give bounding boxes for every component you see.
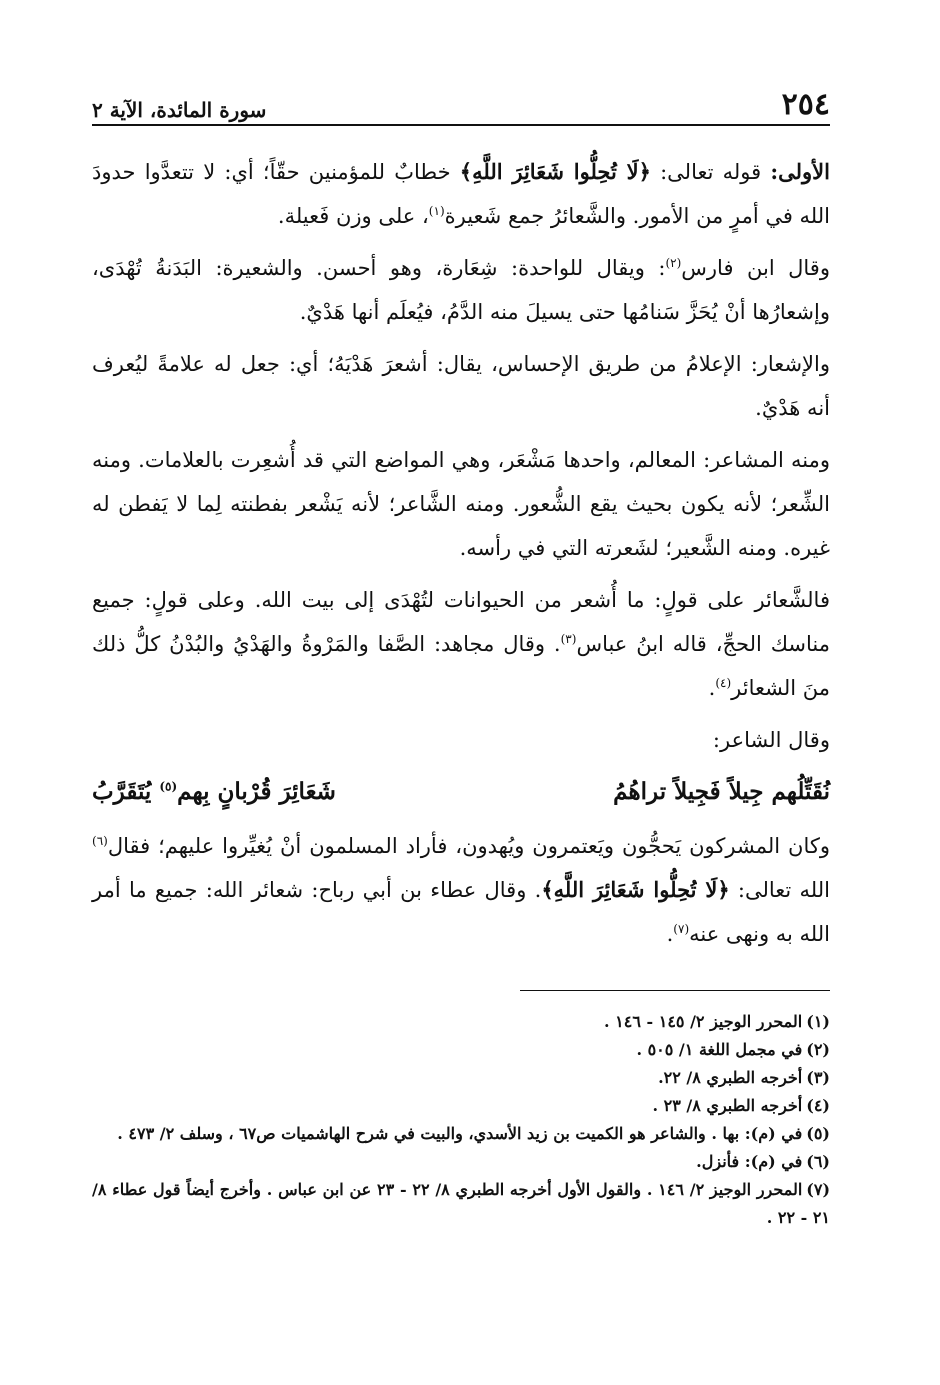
paragraph <box>92 824 830 956</box>
footnote-number: (٢) <box>806 1040 830 1059</box>
text-run: وكان المشركون يَحجُّون ويَعتمرون ويُهدون، فأراد المسلمون أنْ يُغيِّروا عليهم؛ فقال <box>107 834 830 858</box>
poem-hemistich-second-end: يُتَقَرَّبُ <box>92 778 160 805</box>
paragraph <box>92 438 830 570</box>
footnote-text: في (م): بها . والشاعر هو الكميت بن زيد الأسدي، والبيت في شرح الهاشميات ص٦٧ ، وسلف ٢/ ٤٧٣ . <box>117 1124 803 1143</box>
header-rule <box>92 124 830 126</box>
footnote-ref[interactable]: (٦) <box>92 834 108 848</box>
footnote <box>92 1064 830 1092</box>
paragraph <box>92 150 830 238</box>
footnote-ref[interactable]: (١) <box>428 204 445 218</box>
paragraph-lead: الأولى: <box>770 159 830 184</box>
text-run: . وقال مجاهد: الصَّفا والمَرْوةُ والهَدْيُ والبُدْنُ كلُّ ذلك منَ الشعائر <box>92 632 830 700</box>
footnote-number: (٣) <box>806 1068 830 1087</box>
footnote-ref[interactable]: (٣) <box>560 632 577 646</box>
footnote-text: في (م): فأنزل. <box>696 1152 803 1171</box>
footnote-ref[interactable]: (٥) <box>159 779 178 794</box>
footnote-text: المحرر الوجيز ٢/ ١٤٦ . والقول الأول أخرجه الطبري ٨/ ٢٢ - ٢٣ عن ابن عباس . وأخرج أيضاً قول عطاء ٨/ ٢١ - ٢٢ . <box>92 1180 830 1227</box>
poem-hemistich-first: نُقَتِّلُهم جِيلاً فَجِيلاً تراهُمُ <box>613 778 830 805</box>
footnote-text: المحرر الوجيز ٢/ ١٤٥ - ١٤٦ . <box>604 1012 803 1031</box>
page-number: ٢٥٤ <box>781 87 830 122</box>
paragraph <box>92 578 830 710</box>
footnote-number: (٥) <box>806 1124 830 1143</box>
footnote-number: (٧) <box>806 1180 831 1199</box>
text-run: وقال ابن فارس <box>681 256 830 280</box>
footnote-rule <box>520 990 830 991</box>
paragraph <box>92 342 830 430</box>
footnote <box>92 1148 830 1176</box>
footnote-number: (٦) <box>806 1152 830 1171</box>
footnote-ref[interactable]: (٢) <box>665 256 682 270</box>
text-run: ، على وزن فَعيلة. <box>277 204 429 228</box>
footnote-number: (١) <box>806 1012 830 1031</box>
footnote <box>92 1036 830 1064</box>
text-run: . <box>708 676 716 700</box>
text-run: الله تعالى: <box>729 878 830 902</box>
text-run: خطابٌ للمؤمنين حقّاً؛ أي: لا تتعدَّوا حدودَ الله في أمرٍ من الأمور. والشَّعائرُ جمع شَعيرة <box>92 160 830 228</box>
closing-paragraph-wrap <box>92 824 830 956</box>
running-title: سورة المائدة، الآية ٢ <box>92 98 267 122</box>
footnote-ref[interactable]: (٤) <box>715 676 732 690</box>
poem-intro: وقال الشاعر: <box>712 728 830 752</box>
footnote-text: أخرجه الطبري ٨/ ٢٣ . <box>652 1096 803 1115</box>
text-run: ومنه المشاعر: المعالم، واحدها مَشْعَر، وهي المواضع التي قد أُشعِرت بالعلامات. ومنه الشِّعر؛ لأنه يكون بحيث يقع الشُّعور. ومنه الشَّاعر؛ لأنه يَشْعر بفطنته لِما لا يَفطن له غيره. ومنه الشَّعير؛ لشَعرته التي في رأسه. <box>92 448 830 560</box>
footnote <box>92 1008 830 1036</box>
poem-hemistich-second-text: شَعَائِرَ قُرْبانٍ بِهم <box>177 778 336 805</box>
paragraphs <box>92 150 830 710</box>
quran-quote: ﴿لَا تُحِلُّوا شَعَائِرَ اللَّهِ﴾ <box>541 877 730 902</box>
footnote-ref[interactable]: (٧) <box>673 922 690 936</box>
footnote <box>92 1092 830 1120</box>
text-run: . وقال عطاء بن أبي رباح: شعائر الله: جميع ما أمر الله به ونهى عنه <box>92 878 830 946</box>
text-run: : ويقال للواحدة: شِعَارة، وهو أحسن. والشعيرة: البَدَنةُ تُهْدَى، وإشعارُها أنْ يُحَزَّ سَنامُها حتى يسيلَ منه الدَّمُ، فيُعلَم أنها هَدْيٌ. <box>92 256 830 324</box>
footnote-text: في مجمل اللغة ١/ ٥٠٥ . <box>636 1040 803 1059</box>
main-text <box>92 150 830 964</box>
quran-quote: ﴿لَا تُحِلُّوا شَعَائِرَ اللَّهِ﴾ <box>459 159 651 184</box>
footnotes <box>92 1008 830 1232</box>
footnote <box>92 1176 830 1232</box>
poem-verse <box>92 770 830 814</box>
text-run: فالشَّعائر على قولٍ: ما أُشعر من الحيوانات لتُهْدَى إلى بيت الله. وعلى قولٍ: جميع مناسك الحجِّ، قاله ابنُ عباس <box>92 588 830 656</box>
footnote <box>92 1120 830 1148</box>
text-run: . <box>666 922 674 946</box>
poem-hemistich-second <box>92 770 336 814</box>
paragraph <box>92 246 830 334</box>
text-run: قوله تعالى: <box>650 160 771 184</box>
footnote-number: (٤) <box>806 1096 830 1115</box>
text-run: والإشعار: الإعلامُ من طريق الإحساس، يقال: أشعرَ هَدْيَهُ؛ أي: جعل له علامةً ليُعرف أنه هَدْيٌ. <box>92 352 830 420</box>
page-header <box>92 82 830 122</box>
footnote-text: أخرجه الطبري ٨/ ٢٢. <box>658 1068 803 1087</box>
